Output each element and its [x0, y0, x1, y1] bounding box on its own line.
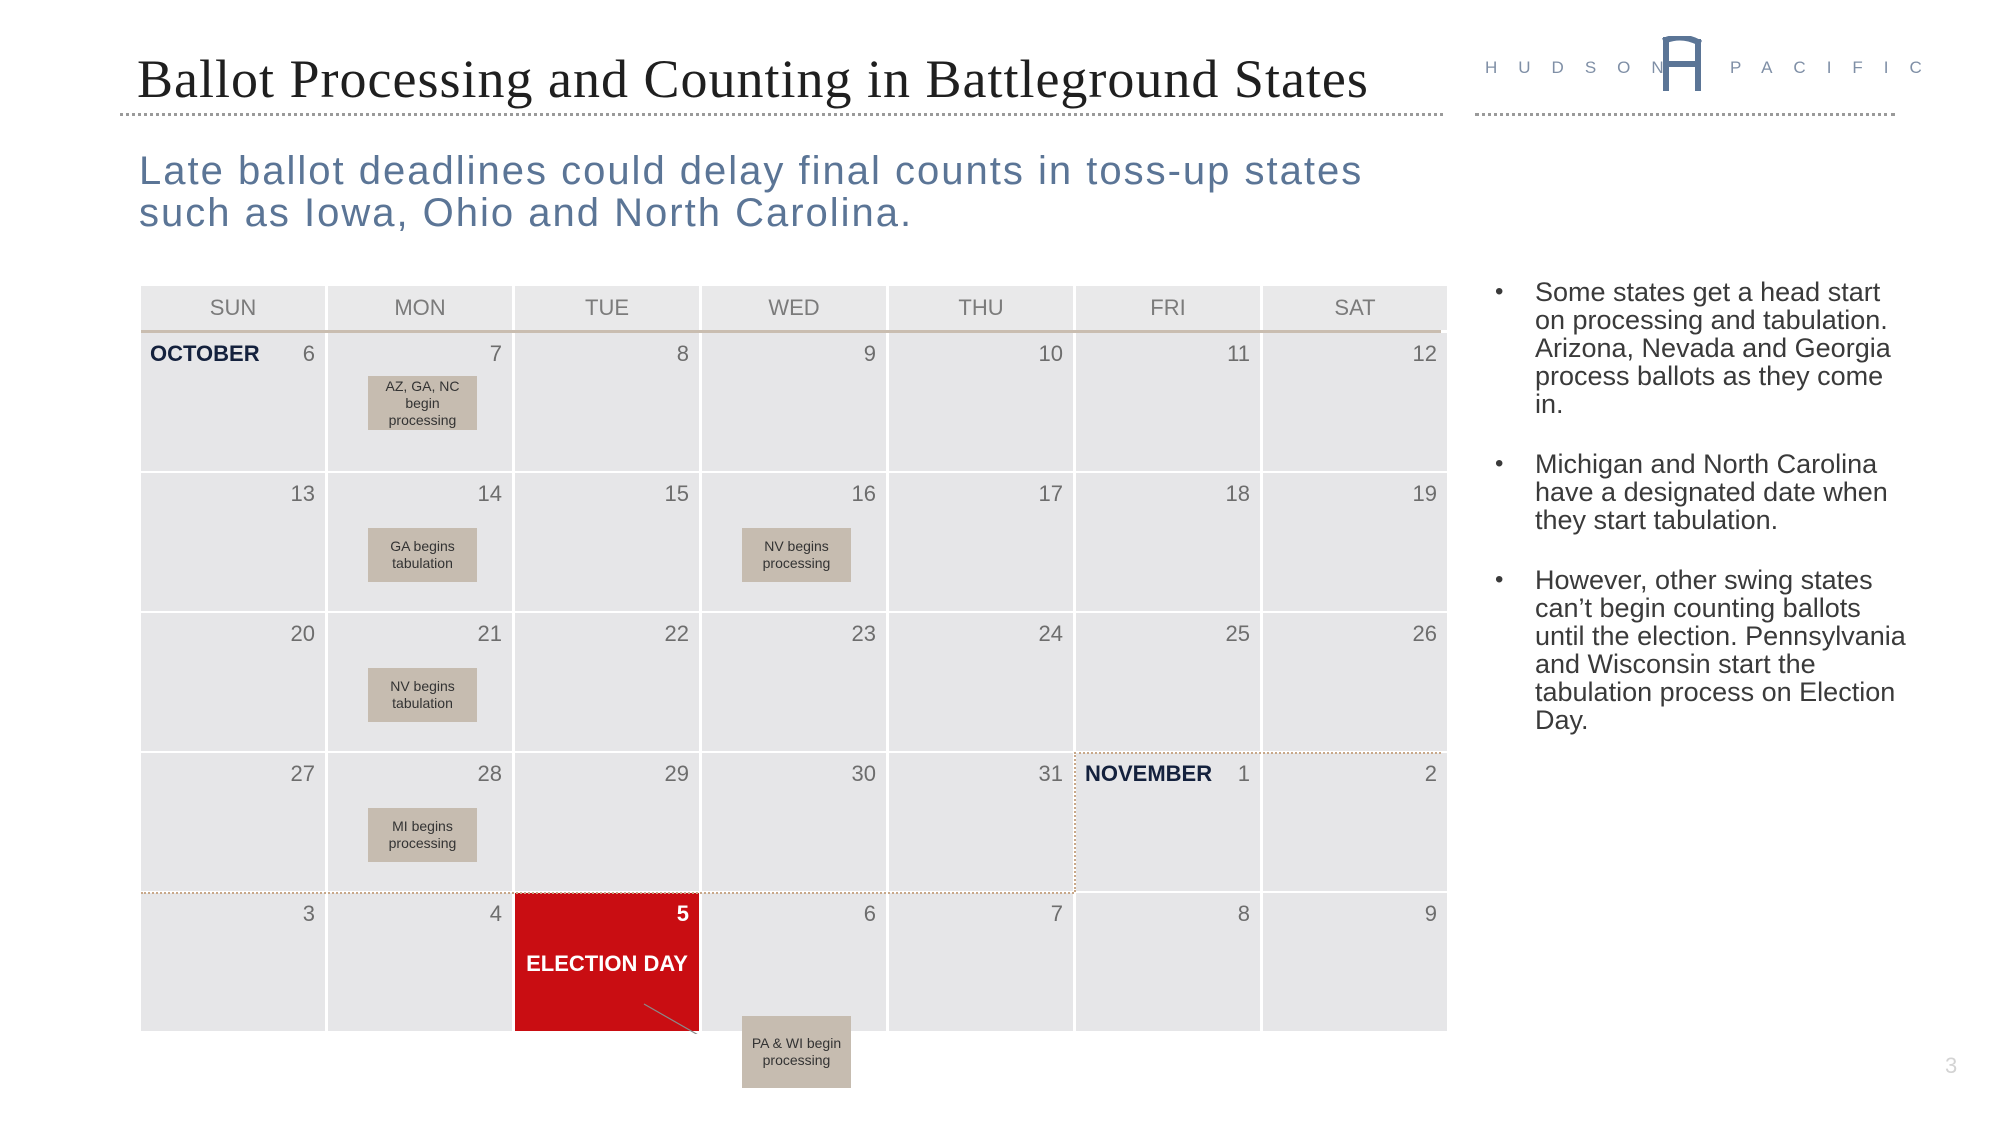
day-number: 12 [1412, 341, 1437, 366]
h-logo-icon [1660, 36, 1704, 92]
day-cell [702, 613, 886, 751]
day-number: 15 [664, 481, 689, 506]
day-cell [889, 753, 1073, 891]
day-number: 25 [1225, 621, 1250, 646]
day-number: 5 [676, 901, 689, 926]
day-cell [1263, 473, 1447, 611]
day-cell [328, 893, 512, 1031]
slide-subtitle [139, 150, 1439, 234]
day-cell [889, 893, 1073, 1031]
day-header-fri: FRI [1076, 286, 1260, 330]
day-cell [1076, 613, 1260, 751]
day-cell [702, 753, 886, 891]
day-cell [141, 333, 325, 471]
election-day-cell [515, 893, 699, 1031]
hudson-pacific-logo [1485, 36, 1943, 96]
bullet-item: • Some states get a head start on processing and tabulation. Arizona, Nevada and Georgia process ballots as they come in. [1495, 278, 1915, 418]
day-number: 21 [477, 621, 502, 646]
month-label-november: NOVEMBER [1085, 761, 1213, 786]
event-box: AZ, GA, NC begin processing [368, 376, 477, 430]
month-boundary-line [1074, 752, 1076, 892]
event-box: PA & WI begin processing [742, 1016, 851, 1088]
day-cell [1263, 893, 1447, 1031]
day-cell [1076, 893, 1260, 1031]
day-cell [141, 473, 325, 611]
day-number: 24 [1038, 621, 1063, 646]
day-header-sat: SAT [1263, 286, 1447, 330]
bullet-list [1495, 278, 1915, 766]
day-cell [515, 753, 699, 891]
day-number: 19 [1412, 481, 1437, 506]
page-number: 3 [1945, 1053, 1958, 1078]
day-number: 18 [1225, 481, 1250, 506]
title-divider [120, 113, 1443, 116]
day-cell [141, 753, 325, 891]
day-header-wed: WED [702, 286, 886, 330]
day-number: 23 [851, 621, 876, 646]
election-day-label: ELECTION DAY [526, 951, 688, 976]
month-boundary-line [1074, 752, 1441, 754]
day-cell [141, 893, 325, 1031]
day-header-tue: TUE [515, 286, 699, 330]
day-number: 31 [1038, 761, 1063, 786]
day-number: 9 [1424, 901, 1437, 926]
logo-divider [1475, 113, 1895, 116]
day-number: 9 [863, 341, 876, 366]
day-number: 29 [664, 761, 689, 786]
day-cell [1263, 613, 1447, 751]
logo-text-right: PACIFIC [1730, 58, 1943, 77]
day-header-mon: MON [328, 286, 512, 330]
bullet-item: • Michigan and North Carolina have a designated date when they start tabulation. [1495, 450, 1915, 534]
day-number: 14 [477, 481, 502, 506]
day-number: 20 [290, 621, 315, 646]
day-number: 17 [1038, 481, 1063, 506]
bullet-item: • However, other swing states can’t begin counting ballots until the election. Pennsylvania and Wisconsin start the tabulation process on Election Day. [1495, 566, 1915, 734]
day-number: 16 [851, 481, 876, 506]
month-label-october: OCTOBER [150, 341, 260, 366]
day-number: 8 [1237, 901, 1250, 926]
event-box: NV begins processing [742, 528, 851, 582]
day-header-sun: SUN [141, 286, 325, 330]
day-number: 2 [1424, 761, 1437, 786]
subtitle-line-1: Late ballot deadlines could delay final counts in toss-up states [139, 149, 1364, 193]
day-number: 7 [1050, 901, 1063, 926]
day-cell [141, 613, 325, 751]
day-number: 6 [302, 341, 315, 366]
day-cell [1076, 333, 1260, 471]
day-cell [889, 473, 1073, 611]
day-number: 27 [290, 761, 315, 786]
day-number: 13 [290, 481, 315, 506]
day-number: 30 [851, 761, 876, 786]
day-number: 7 [489, 341, 502, 366]
day-number: 3 [302, 901, 315, 926]
event-box: NV begins tabulation [368, 668, 477, 722]
month-boundary-line [141, 892, 1074, 894]
day-cell [515, 333, 699, 471]
day-cell [1076, 753, 1260, 891]
day-cell [1263, 753, 1447, 891]
day-cell [515, 613, 699, 751]
day-cell [889, 613, 1073, 751]
day-number: 22 [664, 621, 689, 646]
day-number: 1 [1237, 761, 1250, 786]
day-cell [1263, 333, 1447, 471]
day-cell [1076, 473, 1260, 611]
day-cell [889, 333, 1073, 471]
day-number: 4 [489, 901, 502, 926]
day-number: 28 [477, 761, 502, 786]
logo-text-left: HUDSON [1485, 58, 1685, 77]
day-number: 6 [863, 901, 876, 926]
subtitle-line-2: such as Iowa, Ohio and North Carolina. [139, 191, 914, 235]
day-number: 10 [1038, 341, 1063, 366]
day-number: 8 [676, 341, 689, 366]
day-header-thu: THU [889, 286, 1073, 330]
slide-title: Ballot Processing and Counting in Battleground States [137, 49, 1369, 109]
day-number: 11 [1227, 341, 1250, 366]
calendar-grid [141, 286, 1441, 1068]
event-box: MI begins processing [368, 808, 477, 862]
event-box: GA begins tabulation [368, 528, 477, 582]
day-cell [702, 893, 886, 1031]
day-cell [515, 473, 699, 611]
day-number: 26 [1412, 621, 1437, 646]
day-cell [702, 333, 886, 471]
